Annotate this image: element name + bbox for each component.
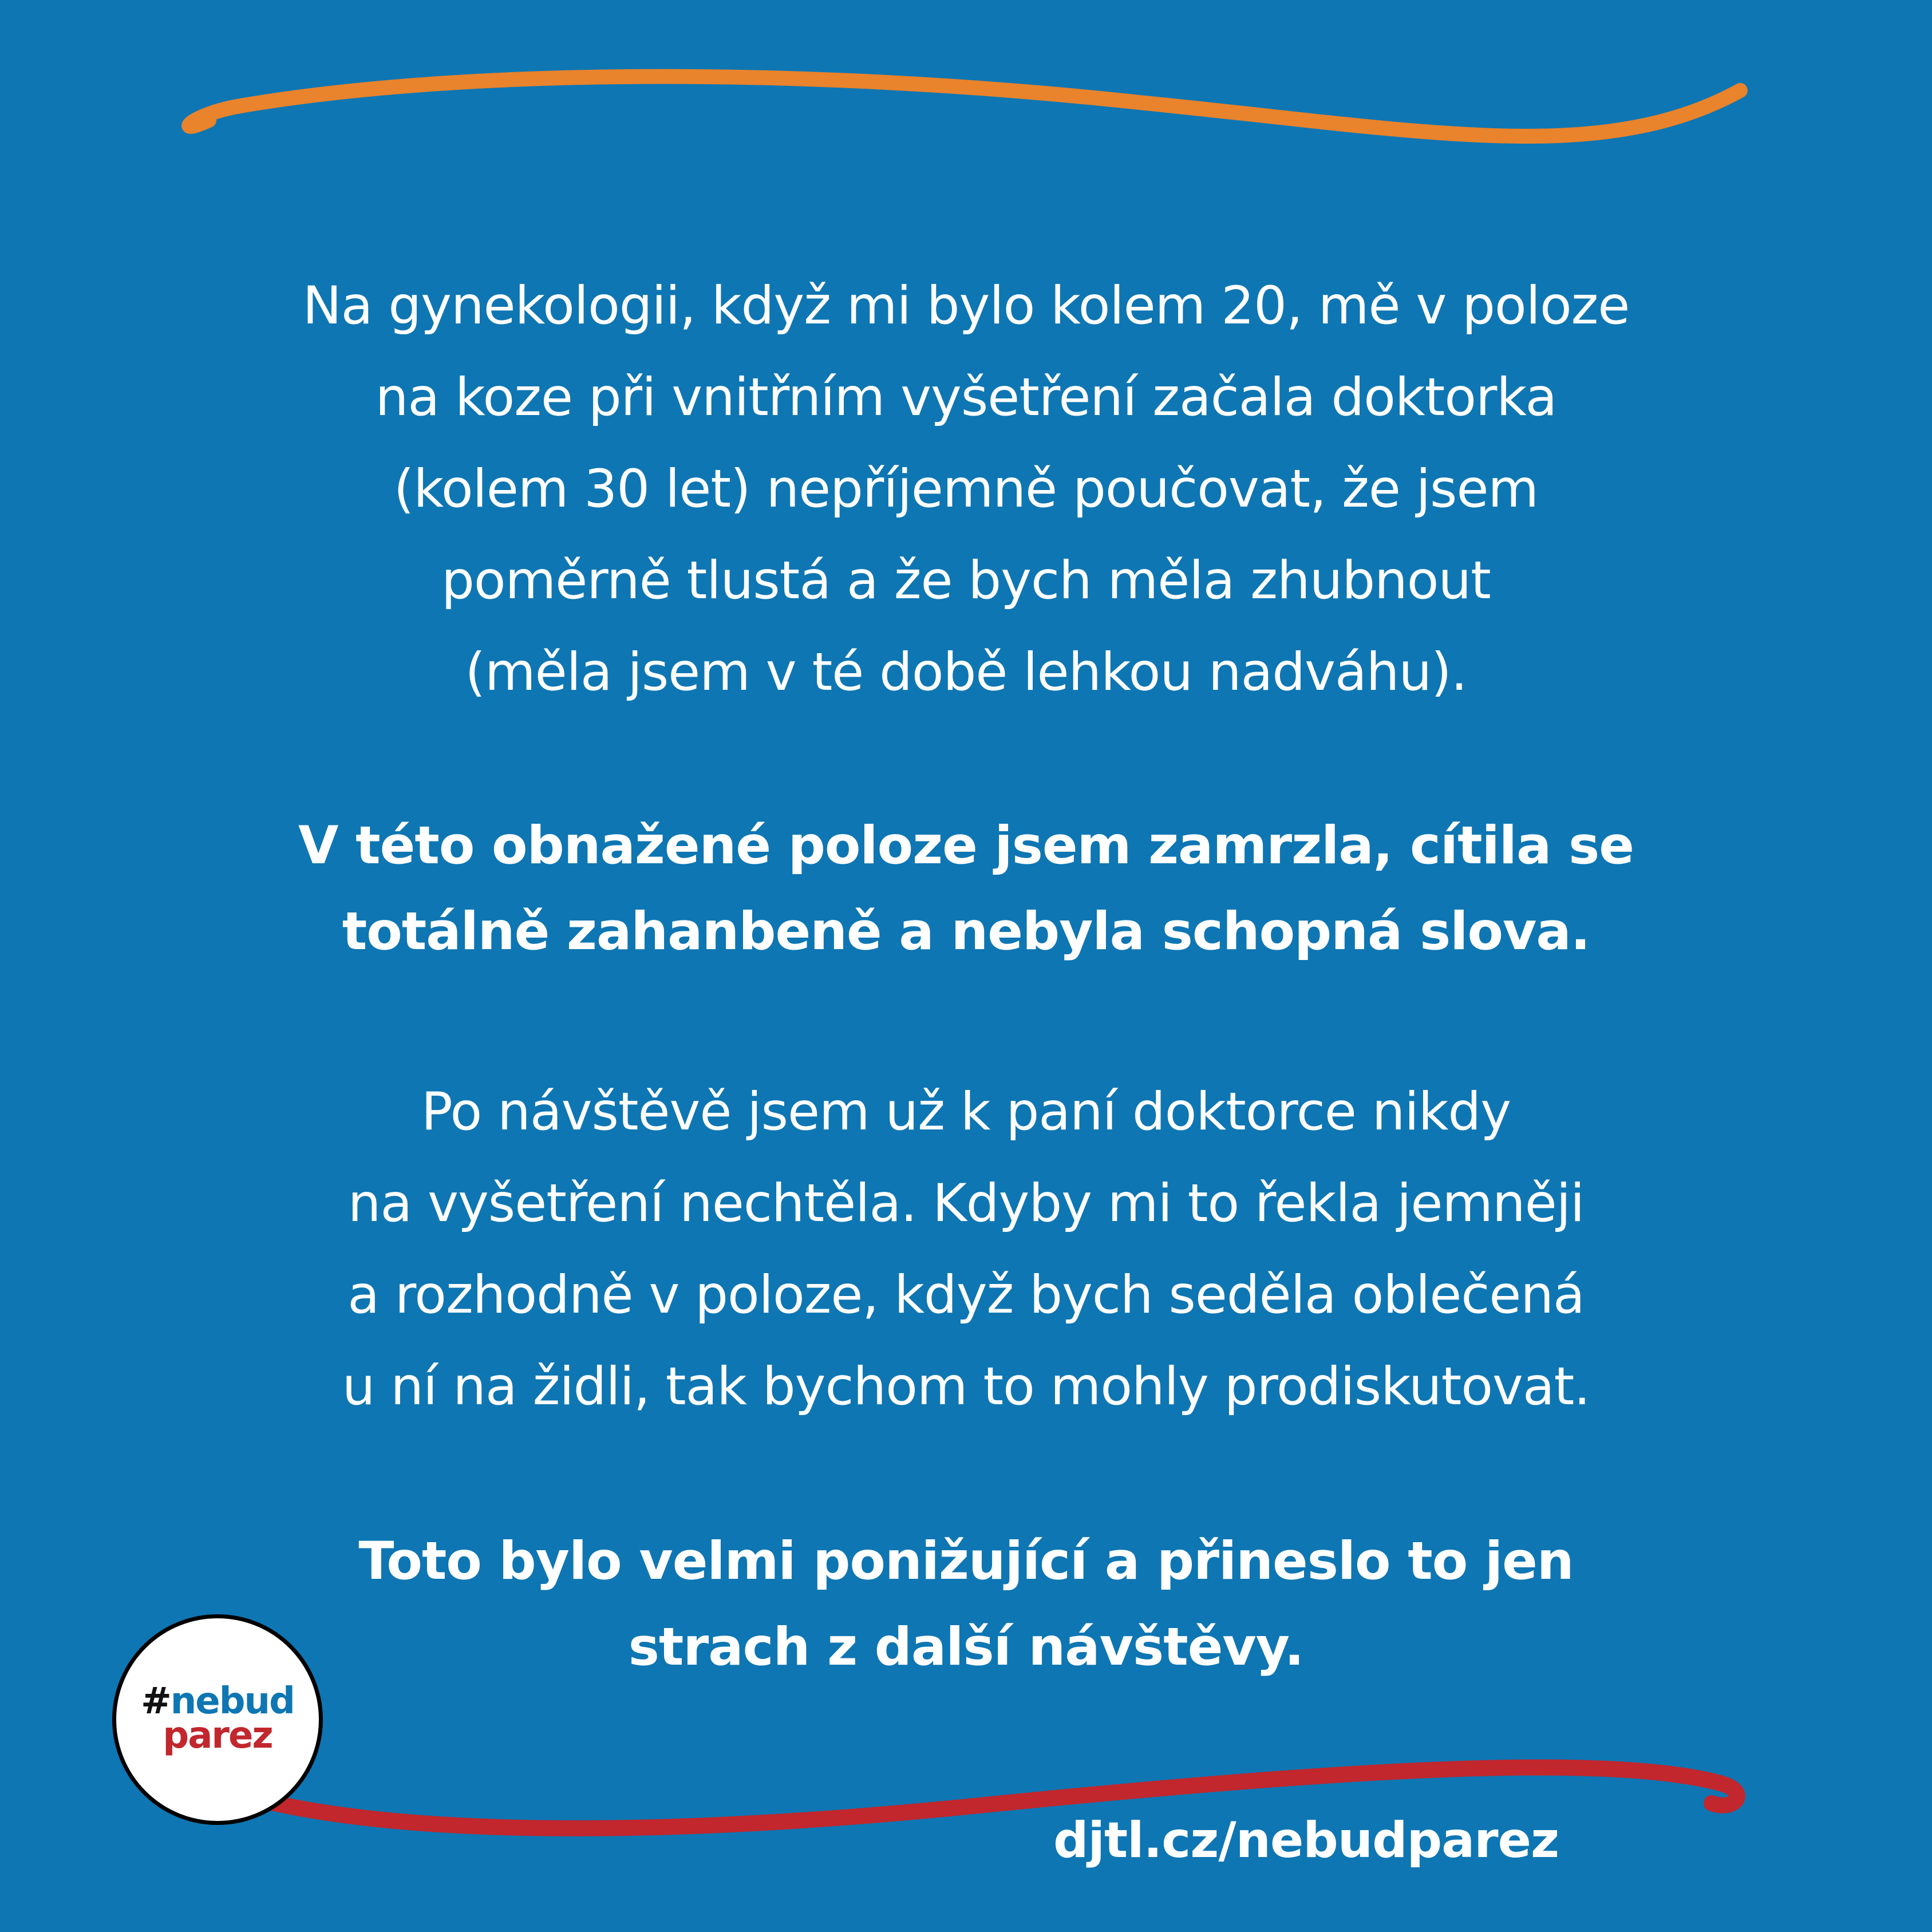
story-text-block [143,260,1789,1690]
top-orange-wave [189,77,1740,136]
paragraph-situation: Na gynekologii, když mi bylo kolem 20, mě v poloze na koze při vnitřním vyšetření začala doktorka (kolem 30 let) nepříjemně poučovat, že jsem poměrně tlustá a že bych měla zhubnout (měla jsem v té době lehkou nadváhu). [302,276,1630,702]
logo-hash: # [141,1680,171,1722]
paragraph-suggestion: Po návštěvě jsem už k paní doktorce nikdy na vyšetření nechtěla. Kdyby mi to řekla jemněji a rozhodně v poloze, když bych seděla oblečená u ní na židli, tak bychom to mohly prodiskutovat. [342,1082,1590,1417]
paragraph-feeling: V této obnažené poloze jsem zamrzla, cítila se totálně zahanbeně a nebyla schopná slova. [298,816,1634,962]
footer-url-link[interactable]: djtl.cz/nebudparez [1053,1812,1559,1869]
nebudparez-logo [112,1614,323,1825]
paragraph-conclusion: Toto bylo velmi ponižující a přineslo to jen strach z další návštěvy. [358,1531,1574,1677]
logo-word-parez: parez [163,1714,272,1757]
logo-word-nebud: nebud [170,1680,294,1722]
